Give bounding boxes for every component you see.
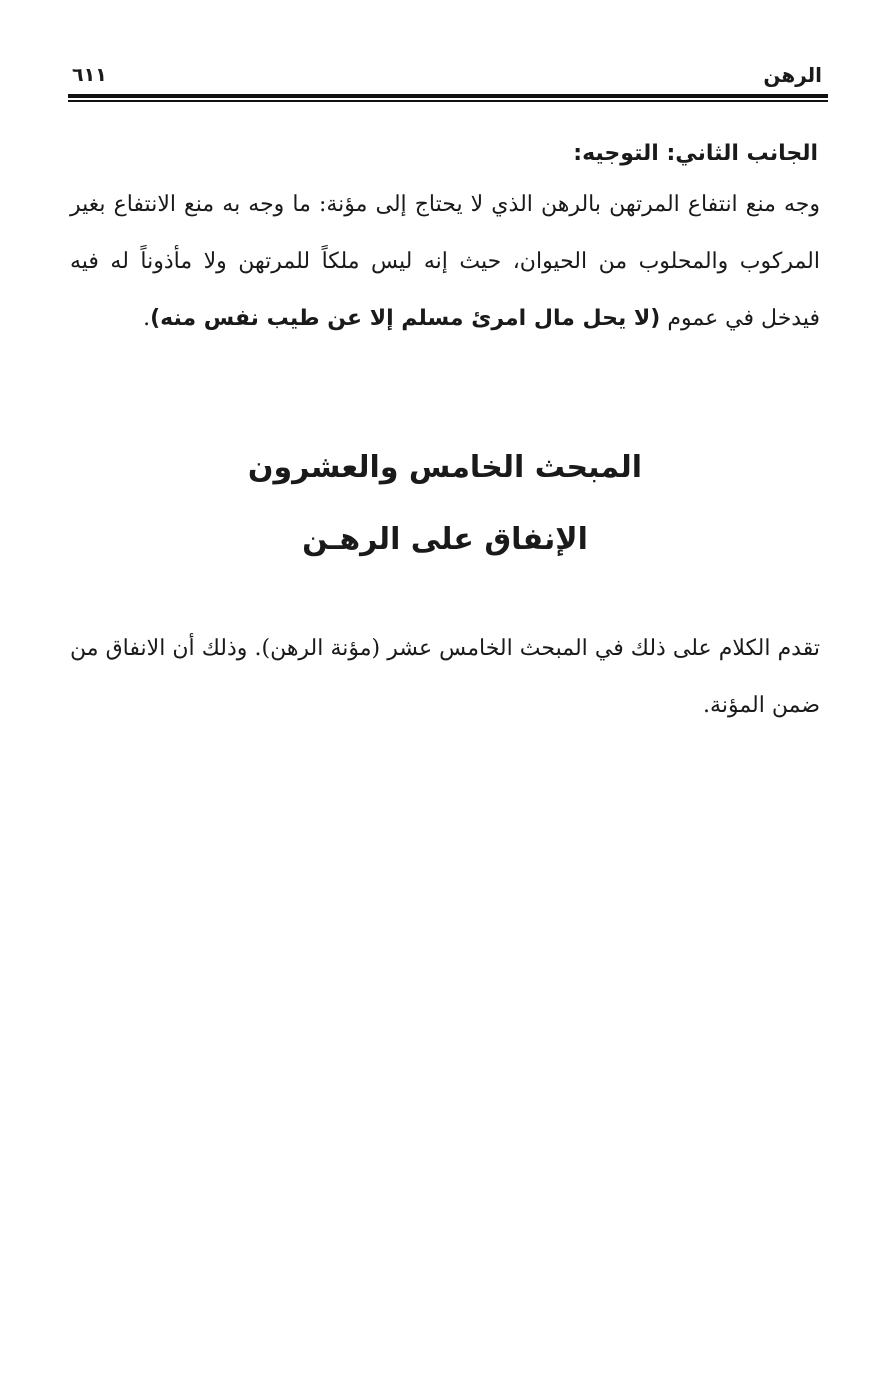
running-header-title: الرهن [763,63,822,87]
chapter-title: المبحث الخامس والعشرون [247,450,643,485]
section-heading: الجانب الثاني: التوجيه: [573,141,818,166]
chapter-subtitle: الإنفاق على الرهـن [302,522,588,557]
section-paragraph [70,176,820,347]
header-rule-thick [68,94,828,98]
paragraph-text: وجه منع انتفاع المرتهن بالرهن الذي لا يحتاج إلى مؤنة: ما وجه به منع الانتفاع بغير المركوب والمحلوب من الحيوان، حيث إنه ليس ملكاً للمرتهن ولا مأذوناً له فيه فيدخل في عموم [70,192,820,331]
section-block [70,132,820,347]
running-header [68,56,828,92]
page-number: ٦١١ [72,64,107,86]
header-rule-thin [68,100,828,102]
body-block [70,620,820,734]
hadith-quote: (لا يحل مال امرئ مسلم إلا عن طيب نفس منه) [150,306,661,331]
paragraph-end: . [143,306,151,331]
body-paragraph: تقدم الكلام على ذلك في المبحث الخامس عشر (مؤنة الرهن). وذلك أن الانفاق من ضمن المؤنة. [70,636,820,718]
